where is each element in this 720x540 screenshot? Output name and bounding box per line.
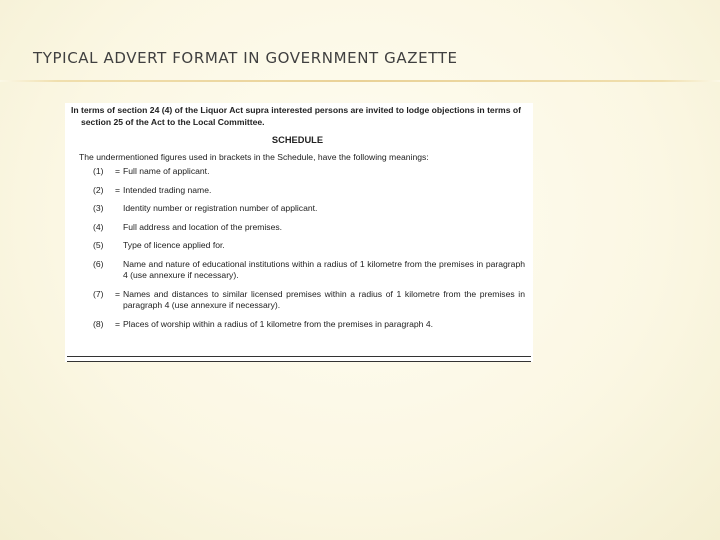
slide-title: TYPICAL ADVERT FORMAT IN GOVERNMENT GAZETTE	[33, 49, 458, 67]
item-equals: =	[115, 288, 121, 299]
item-number: (1)	[93, 166, 104, 176]
item-text: Type of licence applied for.	[123, 240, 225, 250]
schedule-item	[93, 222, 525, 234]
schedule-item	[93, 240, 525, 252]
item-number: (3)	[93, 203, 104, 213]
item-text: Names and distances to similar licensed premises within a radius of 1 kilometre from the premises in paragraph 4 (use annexure if necessary).	[123, 288, 525, 310]
item-equals: =	[115, 318, 121, 329]
item-equals	[115, 222, 123, 234]
item-equals	[115, 240, 123, 252]
meanings-line: The undermentioned figures used in brackets in the Schedule, have the following meanings:	[79, 151, 429, 162]
gazette-advert-image	[65, 103, 533, 362]
item-text: Name and nature of educational institutions within a radius of 1 kilometre from the premises in paragraph 4 (use annexure if necessary).	[123, 258, 525, 280]
schedule-item	[93, 203, 525, 215]
item-number: (8)	[93, 318, 104, 329]
schedule-item	[93, 185, 525, 197]
schedule-item	[93, 319, 525, 331]
item-number: (7)	[93, 288, 104, 299]
item-text: Identity number or registration number of applicant.	[123, 203, 318, 213]
item-equals	[115, 259, 123, 282]
item-equals: =	[115, 184, 121, 195]
item-text: Places of worship within a radius of 1 kilometre from the premises in paragraph 4.	[123, 318, 433, 329]
item-equals	[115, 203, 123, 215]
item-equals: =	[115, 166, 121, 176]
item-number: (5)	[93, 240, 104, 250]
item-text: Intended trading name.	[123, 184, 212, 195]
item-number: (6)	[93, 258, 104, 269]
schedule-heading: SCHEDULE	[271, 135, 324, 145]
double-rule-divider	[67, 356, 531, 362]
title-divider	[0, 80, 720, 82]
intro-paragraph: In terms of section 24 (4) of the Liquor Act supra interested persons are invited to lodge objections in terms of section 25 of the Act to the Local Committee.	[71, 105, 521, 127]
schedule-item	[93, 166, 525, 178]
item-number: (4)	[93, 221, 104, 232]
item-text: Full name of applicant.	[123, 166, 210, 176]
schedule-item	[93, 259, 525, 282]
schedule-item	[93, 289, 525, 312]
item-text: Full address and location of the premises.	[123, 221, 283, 232]
item-number: (2)	[93, 184, 104, 195]
